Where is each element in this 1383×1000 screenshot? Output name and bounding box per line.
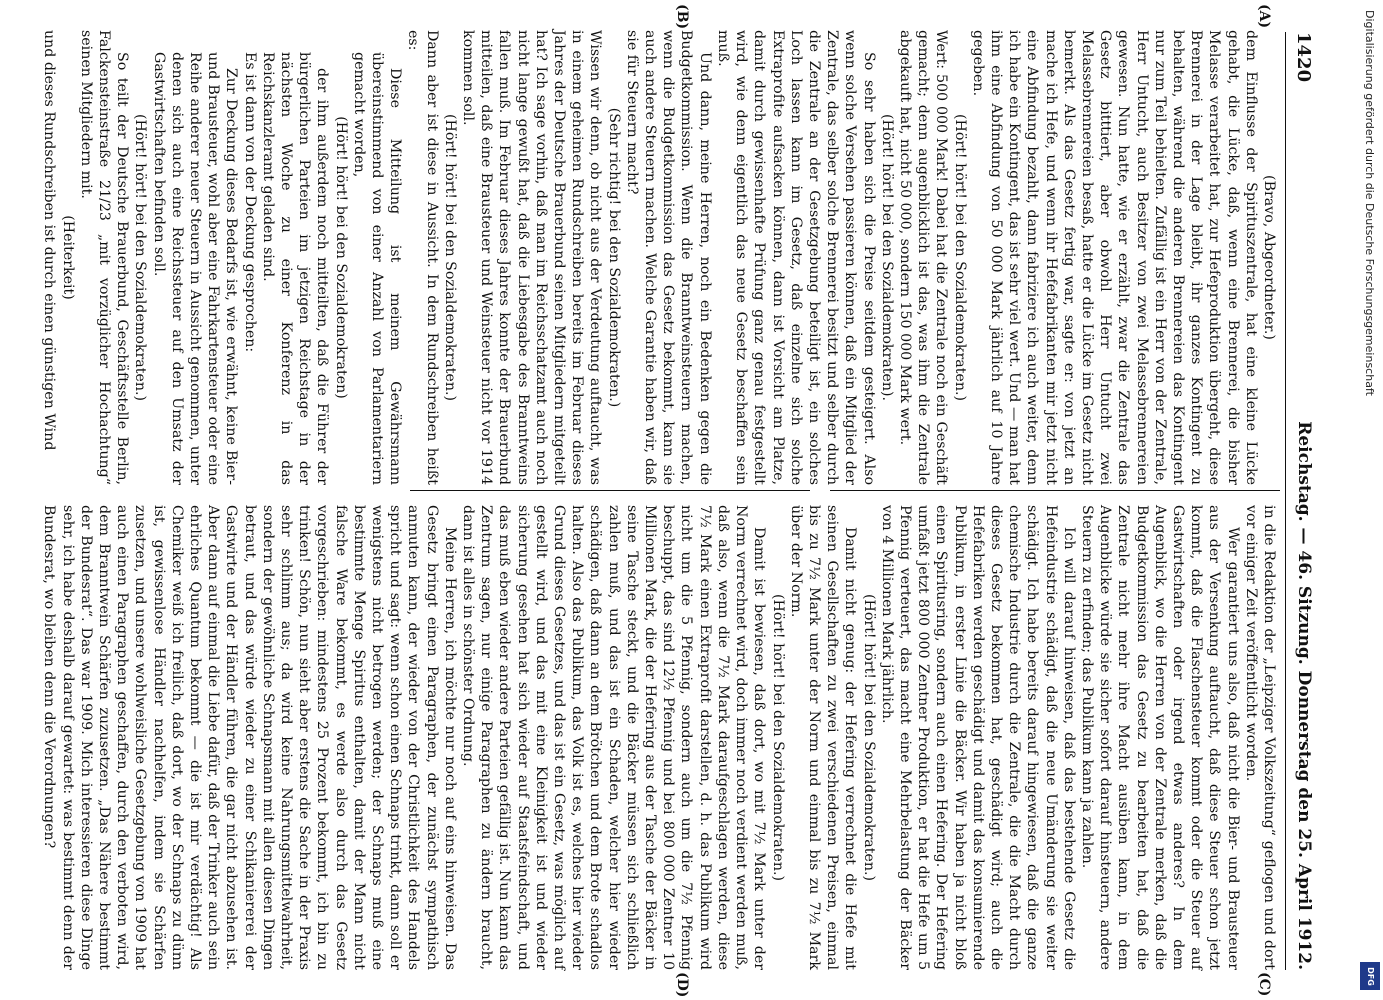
- paragraph: Dann aber ist diese in Aussicht. In dem Rundschreiben heißt es:: [405, 30, 440, 485]
- interjection: (Heiterkeit): [59, 215, 76, 300]
- paragraph: So teilt der Deutsche Brauerbund, Geschäftsstelle Berlin, Falckensteinstraße 21/23 „mit vorzüglicher Hochachtung“ seinen Mitgliedern mit.: [77, 30, 131, 485]
- paragraph: Wissen wir denn, ob nicht aus der Verdeutung auftaucht, was in einem geheimen Rundschreiben bereits im Februar dieses Jahres der Deutsche Brauerbund seinen Mitgliedern mitgeteilt hat? Ich sage vorhin, daß man im Reichsschatzamt auch noch nicht lange gewußt hat, daß die Liebesgabe des Branntweins fallen muß. Im Februar dieses Jahres konnte der Brauerbund mitteilen, daß eine Brausteuer und Weinsteuer nicht vor 1914 kommen soll.: [460, 30, 604, 485]
- page-header: [1285, 32, 1322, 970]
- interjection: (Hört! hört! bei den Sozialdemokraten.): [951, 113, 968, 402]
- paragraph: Ich will darauf hinweisen, daß das bestehende Gesetz die Hefeindustrie schädigt, daß die neue Umänderung sie weiter schädigt. Ich habe bereits darauf hingewiesen, daß die ganze chemische Industrie durch die Zentrale, die die Macht durch dieses Gesetz bekommen hat, geschädigt wird; auch die Hefefabriken werden geschädigt und damit das konsumierende Publikum, in erster Linie die Bäcker. Wir haben ja nicht bloß einen Spiritusring, sondern auch einen Hefering. Der Hefering umfaßt jetzt 800 000 Zentner Produktion, er hat die Hefe um 5 Pfennig verteuert, das macht eine Mehrbelastung der Bäcker von 4 Millionen Mark jährlich.: [878, 505, 1077, 970]
- quotation: Diese Mitteilung ist meinem Gewährsmann übereinstimmend von einer Anzahl von Parlamentariern gemacht worden,: [350, 52, 404, 485]
- dfg-logo: [1360, 962, 1380, 990]
- paragraph: Damit ist bewiesen, daß dort, wo mit 7½ Mark unter der Norm verrechnet wird, doch immer noch verdient werden muß, daß also, wenn die 7½ Mark daraufgeschlagen werden, diese 7½ Mark einen Extraprofit darstellen, d. h. das Publikum wird nicht um die 5 Pfennig, sondern auch um die 7½ Pfennig beschuppt, das sind 12½ Pfennig und bei 800 000 Zentner 10 Millionen Mark, die der Hefering aus der Tasche der Bäcker in seine Tasche steckt, und die Bäcker müssen sich schließlich zahlen muß, und das ist ein Schaden, welcher hier wieder schädigen, daß dann an dem Brötchen und dem Brote schadlos halten. Also das Publikum, das Volk ist es, welches hier wieder Grund dieses Gesetzes, und das ist ein Gesetz, was möglich auf gestellt wird, und das mit eine Kleinigkeit ist und wieder sicherung gesehen hat sich wieder auf Staatsfeindschaft, und das muß eben wieder andere Parteien gefällig ist. Nun kann das Zentrum sagen, nur einige Paragraphen zu ändern braucht, dann ist alles in schönster Ordnung.: [460, 505, 768, 970]
- margin-marker-c: (C): [1256, 972, 1272, 997]
- margin-marker-a: (A): [1256, 4, 1272, 29]
- column-divider: [830, 490, 1280, 491]
- paragraph: Wer garantiert uns also, daß nicht die Bier- und Brausteuer aus der Versenkung auftaucht, daß diese Steuer schon jetzt kommt, daß die Flaschensteuer kommt oder die Steuer auf Gastwirtschaften oder irgend etwas anderes? In dem Augenblick, wo die Herren von der Zentrale merken, daß die Budgetkommission das Gesetz zu bearbeiten hat, daß die Zentrale nicht mehr ihre Macht ausüben kann, in dem Augenblicke würde sie sicher sofort darauf hinsteuern, andere Steuern zu erfinden; das Publikum kann ja zahlen.: [1078, 505, 1241, 970]
- paragraph: Damit nicht genug: der Hefering verrechnet die Hefe mit seinen Gesellschaften zu zwei verschiedenen Preisen, einmal bis zu 7½ Mark unter der Norm und einmal bis zu 7½ Mark über der Norm.: [787, 505, 859, 970]
- interjection: (Sehr richtig! bei den Sozialdemokraten.): [605, 107, 622, 408]
- margin-marker-d: (D): [674, 972, 690, 998]
- paragraph: Wert: 500 000 Mark! Dabei hat die Zentrale noch ein Geschäft gemacht; denn augenblicklich ist das, was ihm die Zentrale abgekauft hat, nicht 50 000, sondern 150 000 Mark wert.: [896, 30, 950, 485]
- interjection: (Hört! hört! bei den Sozialdemokraten.): [441, 113, 458, 402]
- interjection: (Hört! hört! bei den Sozialdemokraten).: [878, 113, 895, 402]
- logo-text: DFG: [1365, 966, 1375, 986]
- paragraph: und dieses Rundschreiben ist durch einen günstigen Wind: [41, 30, 58, 451]
- page-number: 1420: [1293, 32, 1315, 83]
- paragraph: in die Redaktion der „Leipziger Volkszeitung“ geflogen und dort vor einiger Zeit veröffentlicht worden.: [1242, 505, 1277, 970]
- paragraph: Meine Herren, ich möchte nur noch auf eins hinweisen. Das Gesetz bringt einen Paragraphen, der zunächst sympathisch anmuten kann, der wieder von der Christlichkeit des Handels spricht und sagt: wenn schon einen Schnaps trinkt, dann soll er wenigstens nicht betrogen werden; der Schnaps muß eine bestimmte Menge Spiritus enthalten, damit der Mann nicht falsche Ware bekommt, es werde also durch das Gesetz vorgeschrieben: mindestens 25 Prozent bekommt, ich bin zu trinken! Schön, nun sieht aber erstens die Sache in der Praxis sehr schlimm aus; da wird keine Nahrungsmittelwahrheit, sondern der gewöhnliche Schnapsmann mit allen diesen Dingen betraut, und das würde wieder zu einer Schikaniererei der Gastwirte und der Händler führen, die gar nicht abzusehen ist. Aber dann auf einmal die Liebe dafür, daß der Trinker auch sein ehrliches Quantum bekommt — die ist mir verdächtig! Als Chemiker weiß ich freilich, daß dort, wo der Schnaps zu dünn ist, gewissenlose Händler nachhelfen, indem sie Schärfen zusetzen, und unsere wohlweisliche Gesetzgebung von 1909 hat auch einen Paragraphen geschaffen, durch den verboten wird, dem Branntwein Schärfen zuzusetzen. „Das Nähere bestimmt der Bundesrat“. Das war 1909. Mich interessieren diese Dinge sehr, ich habe deshalb darauf gewartet: was bestimmt denn der Bundesrat, wo bleiben denn die Verordnungen?: [41, 505, 458, 970]
- quotation: Zur Deckung dieses Bedarfs ist, wie erwähnt, keine Bier- und Brausteuer, wohl aber eine Fahrkartensteuer oder eine Reihe anderer neuer Steuern in Aussicht genommen, unter denen sich auch eine Reichssteuer auf den Umsatz der Gastwirtschaften befinden soll.: [150, 52, 240, 485]
- column-divider: [410, 490, 810, 491]
- interjection: (Hört! hört! bei den Sozialdemokraten.): [860, 593, 877, 882]
- interjection: (Hört! hört! bei den Sozialdemokraten.): [769, 593, 786, 882]
- paragraph: dem Einflusse der Spirituszentrale, hat eine kleine Lücke gehabt, die Lücke, daß, wenn eine Brennerei, die bisher Melasse verarbeitet hat, zur Hefeproduktion übergeht, diese Brennerei in der Lage bleibt, ihr ganzes Kontingent zu behalten, während die anderen Brennereien das Kontingent nur zum Teil behielten. Zufällig ist ein Herr von der Zentrale, Herr Untucht, auch Besitzer von zwei Melassebrennereien gewesen. Nun hatte, wie er erzählt, zwar die Zentrale das Gesetz bitttiert, aber obwohl Herr Untucht zwei Melassebrennereien besaß, hatte er die Lücke im Gesetz nicht bemerkt. Als das Gesetz fertig war, sagte er: von jetzt an mache ich Hefe, und wenn ihr Hefefabrikanten mir jetzt nicht eine Abfindung bezahlt, dann fabriziere ich auch weiter, denn ich habe ein Kontingent, das ist sehr viel wert. Und — man hat ihm eine Abfindung von 50 000 Mark jährlich auf 10 Jahre gegeben.: [969, 30, 1259, 485]
- margin-marker-b: (B): [674, 4, 690, 30]
- interjection: (Hört! hört! bei den Sozialdemokraten.): [132, 113, 149, 402]
- right-column: [40, 505, 1278, 970]
- digitization-credit: [1358, 10, 1380, 995]
- paragraph: Es ist dann von der Deckung gesprochen:: [241, 52, 258, 353]
- interjection: (Hört! hört! bei den Sozialdemokraten): [332, 116, 349, 399]
- credit-text: Digitalisierung gefördert durch die Deutsche Forschungsgemeinschaft: [1363, 10, 1376, 396]
- paragraph: Und dann, meine Herren, noch ein Bedenken gegen die Budgetkommission. Wenn die Branntweinsteuern machen, wenn die Budgetkommission das Gesetz bekommt, kann sie auch andere Steuern machen. Welche Garantie haben wir, daß sie für Steuern macht?: [623, 30, 713, 485]
- paragraph: (Bravo, Abgeordneter.): [1261, 175, 1277, 340]
- left-column: [40, 30, 1278, 485]
- page-title: Reichstag. — 46. Sitzung. Donnerstag den 25. April 1912.: [1294, 421, 1314, 970]
- paragraph: So sehr haben sich die Preise seitdem gesteigert. Also wenn solche Versehen passieren können, daß ein Mitglied der Zentrale, das selber solche Brennerei besitzt und selber durch die Zentrale an der Gesetzgebung beteiligt ist, ein solches Loch lassen kann im Gesetz, daß einzelne sich solche Extraprofite aufsacken können, dann ist Vorsicht am Platze, damit durch gewissenhafte Prüfung ganz genau festgestellt wird, wie denn eigentlich das neue Gesetz beschaffen sein muß.: [714, 30, 877, 485]
- quotation: der ihm außerdem noch mitteilten, daß die Führer der bürgerlichen Parteien im jetzigen Reichstage in der nächsten Woche zu einer Konferenz in das Reichskanzleramt geladen sind.: [259, 52, 331, 485]
